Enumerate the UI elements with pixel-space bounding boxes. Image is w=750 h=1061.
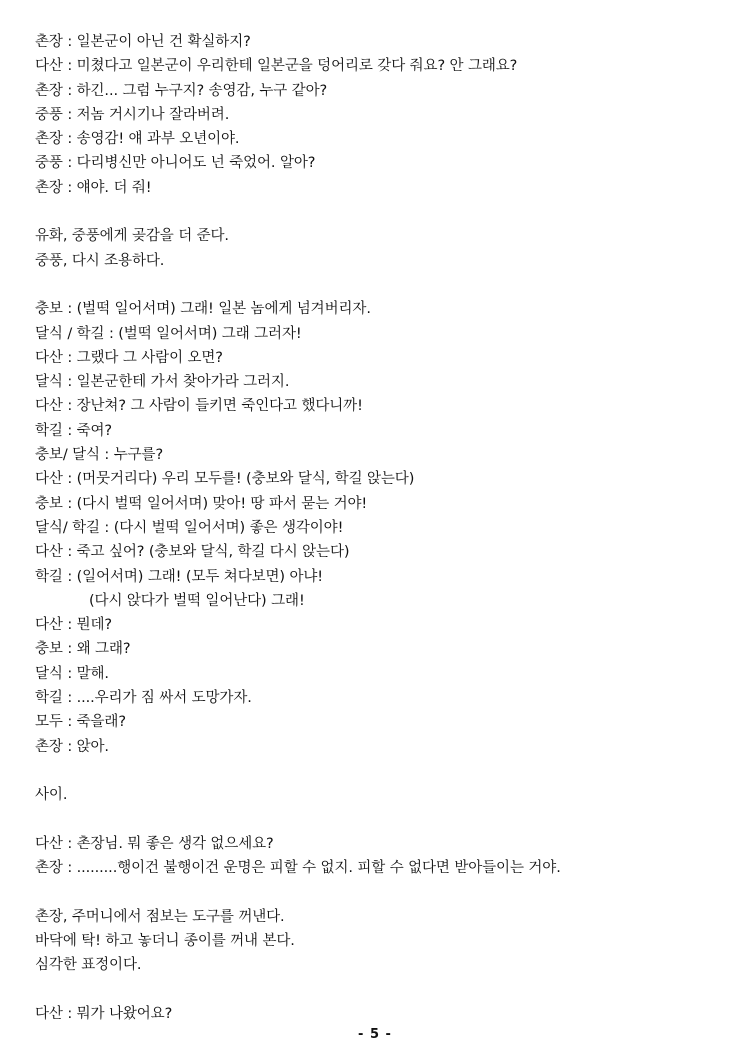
dialogue-line: 다산 : (머뭇거리다) 우리 모두를! (충보와 달식, 학길 앉는다)	[35, 471, 415, 488]
dialogue-line: 모두 : 죽을래?	[35, 714, 126, 731]
dialogue-line: 달식 : 말해.	[35, 665, 109, 682]
dialogue-line: 다산 : 죽고 싶어? (충보와 달식, 학길 다시 앉는다)	[35, 544, 350, 561]
blank-line	[35, 273, 725, 297]
dialogue-line: 달식 : 일본군한테 가서 찾아가라 그러지.	[35, 374, 290, 391]
dialogue-line: 충보 : 왜 그래?	[35, 641, 131, 658]
blank-line	[35, 759, 725, 783]
dialogue-line: 촌장 : 송영감! 얘 과부 오년이야.	[35, 131, 240, 148]
dialogue-line: 촌장 : 앉아.	[35, 738, 109, 755]
dialogue-line: 중풍 : 다리병신만 아니어도 넌 죽었어. 알아?	[35, 155, 316, 172]
dialogue-line: 다산 : 촌장님. 뭐 좋은 생각 없으세요?	[35, 835, 274, 852]
dialogue-line: (다시 앉다가 벌떡 일어난다) 그래!	[89, 592, 305, 609]
dialogue-line: 충보 : (벌떡 일어서며) 그래! 일본 놈에게 넘겨버리자.	[35, 301, 371, 318]
dialogue-line: 달식 / 학길 : (벌떡 일어서며) 그래 그러자!	[35, 325, 302, 342]
stage-direction-line: 유화, 중풍에게 곶감을 더 준다.	[35, 228, 229, 245]
stage-direction-line: 바닥에 탁! 하고 놓더니 종이를 꺼내 본다.	[35, 932, 295, 949]
blank-line	[35, 200, 725, 224]
dialogue-line: 다산 : 그랬다 그 사람이 오면?	[35, 349, 223, 366]
dialogue-line: 학길 : ....우리가 짐 싸서 도망가자.	[35, 690, 252, 707]
stage-direction-line: 심각한 표정이다.	[35, 957, 142, 974]
blank-line	[35, 808, 725, 832]
dialogue-line: 다산 : 장난쳐? 그 사람이 들키면 죽인다고 했다니까!	[35, 398, 363, 415]
dialogue-line: 다산 : 미쳤다고 일본군이 우리한테 일본군을 덩어리로 갖다 줘요? 안 그래요?	[35, 58, 518, 75]
dialogue-line: 학길 : (일어서며) 그래! (모두 쳐다보면) 아냐!	[35, 568, 324, 585]
dialogue-line: 다산 : 뭐가 나왔어요?	[35, 1005, 173, 1022]
dialogue-line: 학길 : 죽여?	[35, 422, 113, 439]
dialogue-line: 충보/ 달식 : 누구를?	[35, 447, 164, 464]
stage-direction-line: 촌장, 주머니에서 점보는 도구를 꺼낸다.	[35, 908, 285, 925]
dialogue-line: 달식/ 학길 : (다시 벌떡 일어서며) 좋은 생각이야!	[35, 519, 344, 536]
dialogue-line: 다산 : 뭔데?	[35, 617, 113, 634]
script-page	[35, 30, 725, 1026]
dialogue-line: 촌장 : 얘야. 더 줘!	[35, 179, 152, 196]
dialogue-line: 촌장 : 하긴... 그럼 누구지? 송영감, 누구 같아?	[35, 82, 328, 99]
dialogue-line: 충보 : (다시 벌떡 일어서며) 맞아! 땅 파서 묻는 거야!	[35, 495, 368, 512]
blank-line	[35, 978, 725, 1002]
dialogue-line: 촌장 : 일본군이 아닌 건 확실하지?	[35, 34, 251, 50]
blank-line	[35, 880, 725, 904]
page-number: - 5 -	[358, 1027, 392, 1042]
stage-direction-line: 중풍, 다시 조용하다.	[35, 252, 165, 269]
stage-direction-line: 사이.	[35, 787, 68, 804]
dialogue-line: 촌장 : .........행이건 불행이건 운명은 피할 수 없지. 피할 수 없다면 받아들이는 거야.	[35, 860, 561, 877]
dialogue-line: 중풍 : 저놈 거시기나 잘라버려.	[35, 106, 230, 123]
